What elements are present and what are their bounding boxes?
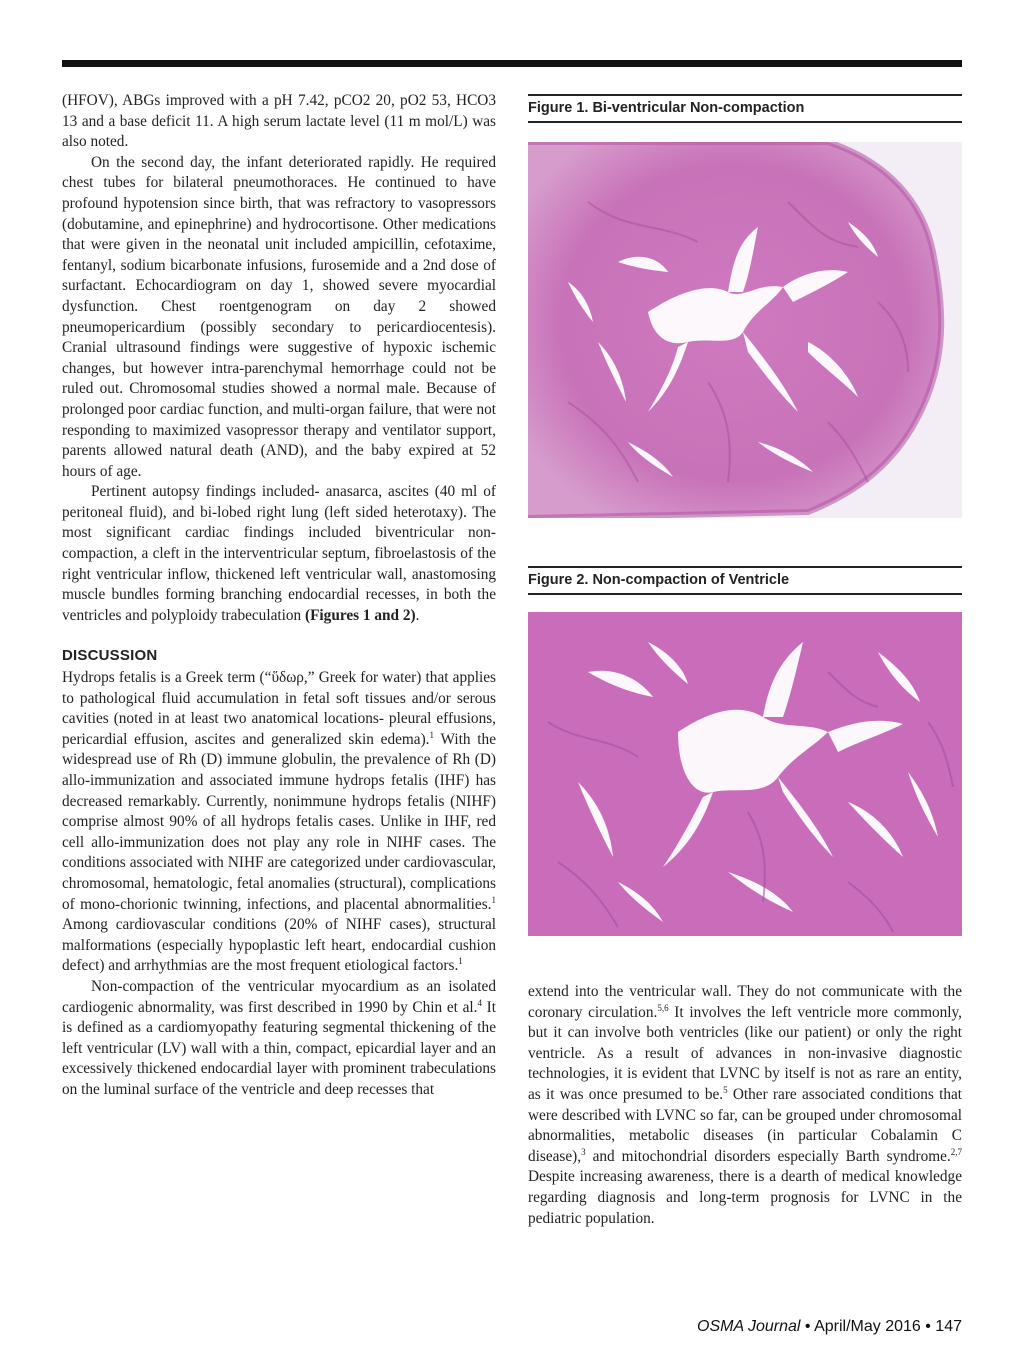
page-number: 147 [935,1318,962,1335]
figure-2-caption: Figure 2. Non-compaction of Ventricle [528,572,790,588]
hydrops-text-c: Among cardiovascular conditions (20% of NIHF cases), structural malformations (especially hypoplastic left heart, endocardial cushion defect) and arrhythmias are the most frequent etiological factors. [62,916,496,975]
continuation-text-b: It involves the left ventricle more commonly, but it can involve both ventricles (like our patient) or only the right ventricle. As a result of advances in non-invasive diagnostic technologies, it is evident that LVNC by itself is not as rare an entity, as it was once presumed to be. [528,1003,962,1103]
figure-2 [528,566,962,595]
citation: 5,6 [657,1002,669,1013]
figure-1 [528,94,962,123]
footer-separator: • [920,1318,936,1335]
autopsy-text: Pertinent autopsy findings included- anasarca, ascites (40 ml of peritoneal fluid), and bi-lobed right lung (left sided heterotaxy). The most significant cardiac findings included biventricular non-compaction, a cleft in the interventricular septum, fibroelastosis of the right ventricular inflow, thickened left ventricular wall, anastomosing muscle bundles forming branching endocardial recesses, in both the ventricles and polyploidy trabeculation [62,483,496,624]
hydrops-text-b: With the widespread use of Rh (D) immune globulin, the prevalence of Rh (D) allo-immunization and associated immune hydrops fetalis (IHF) has decreased remarkably. Currently, nonimmune hydrops fetalis (NIHF) comprise almost 90% of all hydrops fetalis cases. Unlike in IHF, red cell allo-immunization does not play any role in NIHF cases. The conditions associated with NIHF are categorized under cardiovascular, chromosomal, hematologic, fetal anomalies (structural), complications of mono-chorionic twinning, infections, and placental abnormalities. [62,730,496,913]
figure-2-caption-bar [528,566,962,595]
continuation-text-d: and mitochondrial disorders especially Barth syndrome. [585,1147,951,1165]
page-footer [697,1318,962,1336]
footer-separator: • [800,1318,815,1335]
citation: 2,7 [950,1146,962,1157]
continuation-text-a: extend into the ventricular wall. They do not communicate with the coronary circulation. [528,983,962,1021]
paragraph-continuation [528,982,962,1229]
citation: 1 [429,729,435,740]
figure-1-histology-image [528,142,962,518]
citation: 5 [723,1084,728,1095]
figure-1-caption-bar [528,94,962,123]
paragraph-autopsy [62,482,496,626]
citation: 4 [477,997,482,1008]
figure-2-histology-image [528,612,962,936]
top-rule [62,60,962,67]
issue-date: April/May 2016 [814,1318,921,1335]
noncompaction-text-a: Non-compaction of the ventricular myocardium as an isolated cardiogenic abnormality, was first described in 1990 by Chin et al. [62,977,496,1016]
discussion-heading: DISCUSSION [62,647,158,665]
citation: 1 [491,894,496,905]
autopsy-end: . [415,606,420,624]
right-column [528,982,962,1229]
hydrops-text-a: Hydrops fetalis is a Greek term (“ὕδωρ,” Greek for water) that applies to pathological fluid accumulation in fetal soft tissues and/or serous cavities (noted in at least two anatomical locations- pleural effusions, pericardial effusion, ascites and generalized skin edema). [62,669,496,748]
figure-reference: (Figures 1 and 2) [304,606,416,624]
paragraph-second-day: On the second day, the infant deteriorated rapidly. He required chest tubes for bilateral pneumothoraces. He continued to have profound hypotension since birth, that was refractory to vasopressors (dobutamine, and epinephrine) and hydrocortisone. Other medications that were given in the neonatal unit included ampicillin, cefotaxime, fentanyl, sodium bicarbonate infusions, furosemide and a 2nd dose of surfactant. Echocardiogram on day 1, showed severe myocardial dysfunction. Chest roentgenogram on day 2 showed pneumopericardium (possibly secondary to pericardiocentesis). Cranial ultrasound findings were suggestive of hypoxic ischemic changes, but however intra-parenchymal hemorrhage could not be ruled out. Chromosomal studies showed a normal male. Because of prolonged poor cardiac function, and multi-organ failure, that were not responding to maximized vasopressor therapy and ventilator support, parents allowed natural death (AND), and the baby expired at 52 hours of age. [62,153,496,480]
citation: 1 [458,956,463,967]
continuation-text-c: Other rare associated conditions that were described with LVNC so far, can be grouped under chromosomal abnormalities, metabolic diseases (in particular Cobalamin C disease), [528,1085,963,1165]
journal-name: OSMA Journal [697,1318,801,1335]
paragraph-noncompaction [62,977,496,1101]
noncompaction-text-b: It is defined as a cardiomyopathy featuring segmental thickening of the left ventricular (LV) wall with a thin, compact, epicardial layer and an excessively thickened endocardial layer with prominent trabeculations on the luminal surface of the ventricle and deep recesses that [62,998,496,1098]
paragraph-hydrops [62,668,496,977]
figure-1-caption: Figure 1. Bi-ventricular Non-compaction [528,100,805,116]
left-column [62,91,496,1101]
citation: 3 [581,1146,586,1157]
paragraph-hfov: (HFOV), ABGs improved with a pH 7.42, pCO2 20, pO2 53, HCO3 13 and a base deficit 11. A high serum lactate level (11 m mol/L) was also noted. [62,92,496,151]
continuation-text-e: Despite increasing awareness, there is a dearth of medical knowledge regarding diagnosis and long-term prognosis for LVNC in the pediatric population. [528,1168,962,1227]
